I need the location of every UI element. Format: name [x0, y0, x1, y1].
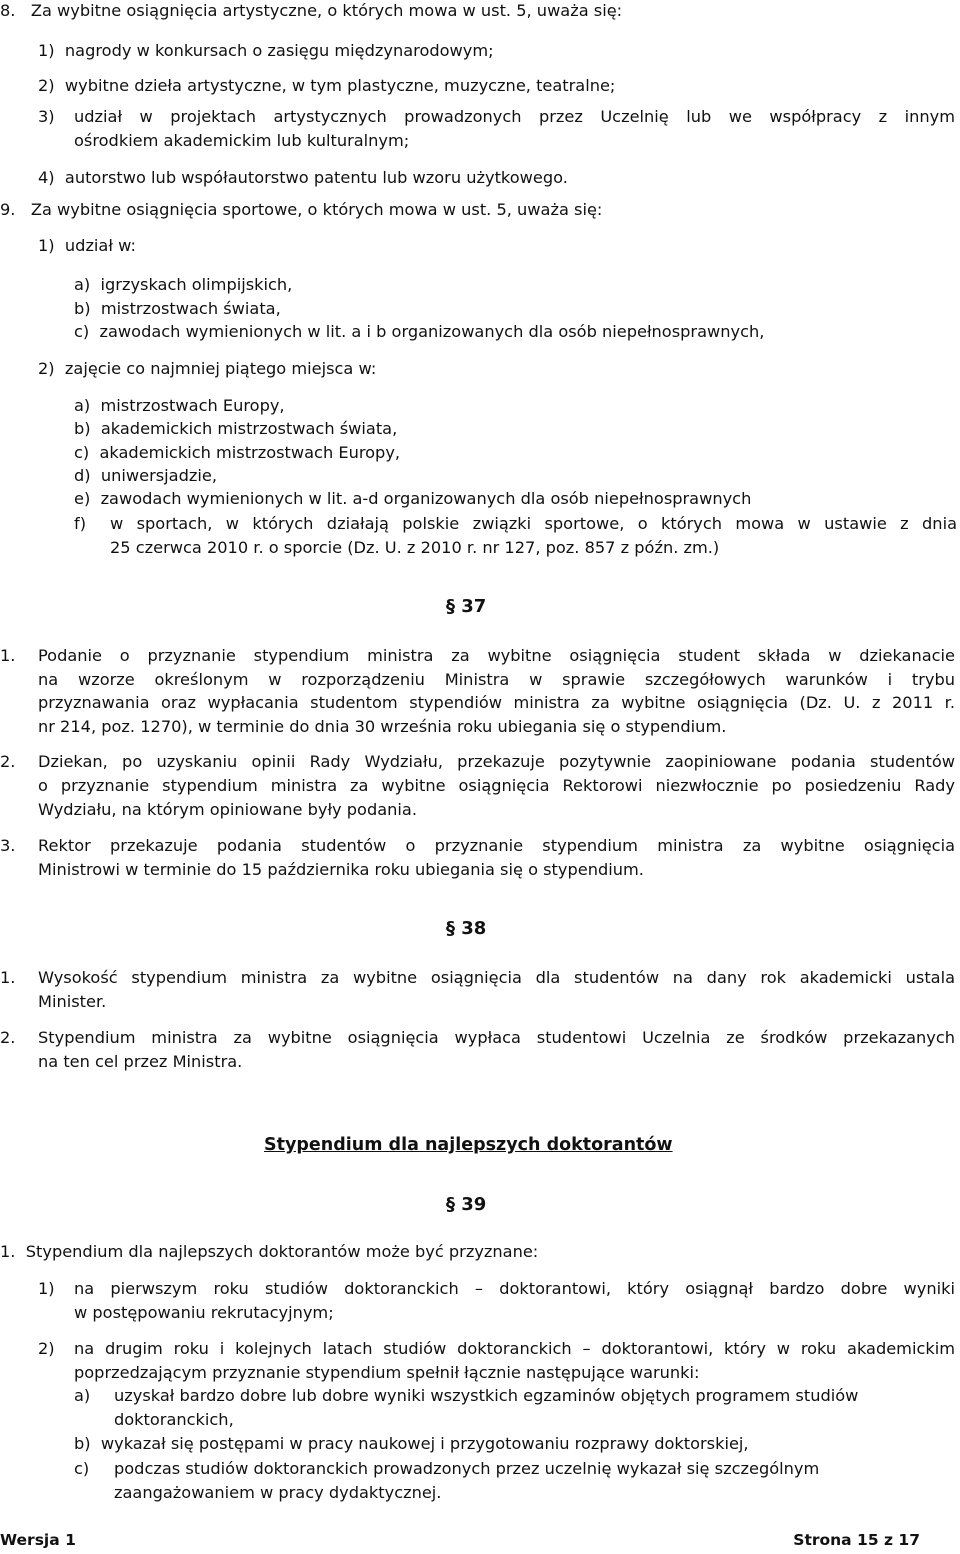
sec8-item-3-number: 3)	[38, 107, 55, 126]
par39-intro: 1. Stypendium dla najlepszych doktorantów może być przyznane:	[0, 1242, 539, 1261]
par39-point-2-line-2: poprzedzającym przyznanie stypendium spełnił łącznie następujące warunki:	[74, 1363, 700, 1382]
sec9-point-1: 1) udział w:	[38, 236, 136, 255]
par37-item-3-line-1: Rektor przekazuje podania studentów o przyznanie stypendium ministra za wybitne osiągnięcia	[38, 836, 955, 855]
par37-item-1-line-2: na wzorze określonym w rozporządzeniu Ministra w sprawie szczegółowych warunków i trybu	[38, 670, 955, 689]
par39-point-1-number: 1)	[38, 1279, 55, 1298]
sec8-heading: 8. Za wybitne osiągnięcia artystyczne, o których mowa w ust. 5, uważa się:	[0, 1, 623, 20]
paragraph-39-title: § 39	[446, 1194, 487, 1215]
par37-item-2-line-1: Dziekan, po uzyskaniu opinii Rady Wydziału, przekazuje pozytywnie zaopiniowane podania studentów	[38, 752, 955, 771]
par39-point-2-c-letter: c)	[74, 1459, 90, 1478]
sec8-item-4: 4) autorstwo lub współautorstwo patentu lub wzoru użytkowego.	[38, 168, 568, 187]
par37-item-3-number: 3.	[0, 836, 16, 855]
footer-version: Wersja 1	[0, 1531, 76, 1549]
paragraph-38-title: § 38	[446, 918, 487, 939]
par39-point-2-line-1: na drugim roku i kolejnych latach studiów doktoranckich – doktorantowi, który w roku akademickim	[74, 1339, 955, 1358]
sec8-item-3-line-1: udział w projektach artystycznych prowadzonych przez Uczelnię lub we współpracy z innym	[74, 107, 955, 126]
sec9-point-1-c: c) zawodach wymienionych w lit. a i b organizowanych dla osób niepełnosprawnych,	[74, 322, 765, 341]
par37-item-1-number: 1.	[0, 646, 16, 665]
par38-item-2-line-1: Stypendium ministra za wybitne osiągnięcia wypłaca studentowi Uczelnia ze środków przekazanych	[38, 1028, 955, 1047]
sec9-point-1-a: a) igrzyskach olimpijskich,	[74, 275, 293, 294]
par39-point-2-c-line-1: podczas studiów doktoranckich prowadzonych przez uczelnię wykazał się szczególnym	[114, 1459, 820, 1478]
sec9-point-2-b: b) akademickich mistrzostwach świata,	[74, 419, 398, 438]
par37-item-2-line-2: o przyznanie stypendium ministra za wybitne osiągnięcia Rektorowi niezwłocznie po posiedzeniu Rady	[38, 776, 955, 795]
par38-item-1-line-2: Minister.	[38, 992, 107, 1011]
par39-point-2-a-line-1: uzyskał bardzo dobre lub dobre wyniki wszystkich egzaminów objętych programem studiów	[114, 1386, 859, 1405]
sec9-point-2-e: e) zawodach wymienionych w lit. a-d organizowanych dla osób niepełnosprawnych	[74, 489, 752, 508]
par37-item-1-line-4: nr 214, poz. 1270), w terminie do dnia 30 września roku ubiegania się o stypendium.	[38, 717, 727, 736]
footer-page-number: Strona 15 z 17	[793, 1531, 920, 1549]
sec9-point-2-f-line-1: w sportach, w których działają polskie związki sportowe, o których mowa w ustawie z dnia	[110, 514, 957, 533]
sec8-item-3-line-2: ośrodkiem akademickim lub kulturalnym;	[74, 131, 410, 150]
sec9-point-2-c: c) akademickich mistrzostwach Europy,	[74, 443, 401, 462]
par39-point-2-number: 2)	[38, 1339, 55, 1358]
par37-item-1-line-1: Podanie o przyznanie stypendium ministra za wybitne osiągnięcia student składa w dziekanacie	[38, 646, 955, 665]
par39-point-2-c-line-2: zaangażowaniem w pracy dydaktycznej.	[114, 1483, 442, 1502]
par39-point-2-a-line-2: doktoranckich,	[114, 1410, 234, 1429]
sec9-point-2-f-letter: f)	[74, 514, 87, 533]
par38-item-2-number: 2.	[0, 1028, 16, 1047]
par39-point-2-b: b) wykazał się postępami w pracy naukowej i przygotowaniu rozprawy doktorskiej,	[74, 1434, 749, 1453]
sec8-item-1: 1) nagrody w konkursach o zasięgu międzynarodowym;	[38, 41, 494, 60]
sec9-point-2: 2) zajęcie co najmniej piątego miejsca w:	[38, 359, 377, 378]
par37-item-3-line-2: Ministrowi w terminie do 15 października roku ubiegania się o stypendium.	[38, 860, 644, 879]
par39-point-2-a-letter: a)	[74, 1386, 91, 1405]
section-heading: Stypendium dla najlepszych doktorantów	[264, 1135, 673, 1155]
par37-item-2-number: 2.	[0, 752, 16, 771]
par37-item-1-line-3: przyznawania oraz wypłacania studentom stypendiów ministra za wybitne osiągnięcia (Dz. U. z 2011 r.	[38, 693, 955, 712]
sec9-heading: 9. Za wybitne osiągnięcia sportowe, o których mowa w ust. 5, uważa się:	[0, 200, 603, 219]
par39-point-1-line-1: na pierwszym roku studiów doktoranckich – doktorantowi, który osiągnął bardzo dobre wyniki	[74, 1279, 955, 1298]
par37-item-2-line-3: Wydziału, na którym opiniowane były podania.	[38, 800, 417, 819]
sec9-point-2-a: a) mistrzostwach Europy,	[74, 396, 285, 415]
par39-point-1-line-2: w postępowaniu rekrutacyjnym;	[74, 1303, 334, 1322]
sec9-point-2-f-line-2: 25 czerwca 2010 r. o sporcie (Dz. U. z 2010 r. nr 127, poz. 857 z późn. zm.)	[110, 538, 720, 557]
sec9-point-2-d: d) uniwersjadzie,	[74, 466, 217, 485]
par38-item-2-line-2: na ten cel przez Ministra.	[38, 1052, 243, 1071]
paragraph-37-title: § 37	[446, 596, 487, 617]
sec8-item-2: 2) wybitne dzieła artystyczne, w tym plastyczne, muzyczne, teatralne;	[38, 76, 616, 95]
sec9-point-1-b: b) mistrzostwach świata,	[74, 299, 281, 318]
par38-item-1-number: 1.	[0, 968, 16, 987]
par38-item-1-line-1: Wysokość stypendium ministra za wybitne osiągnięcia dla studentów na dany rok akademicki ustala	[38, 968, 955, 987]
